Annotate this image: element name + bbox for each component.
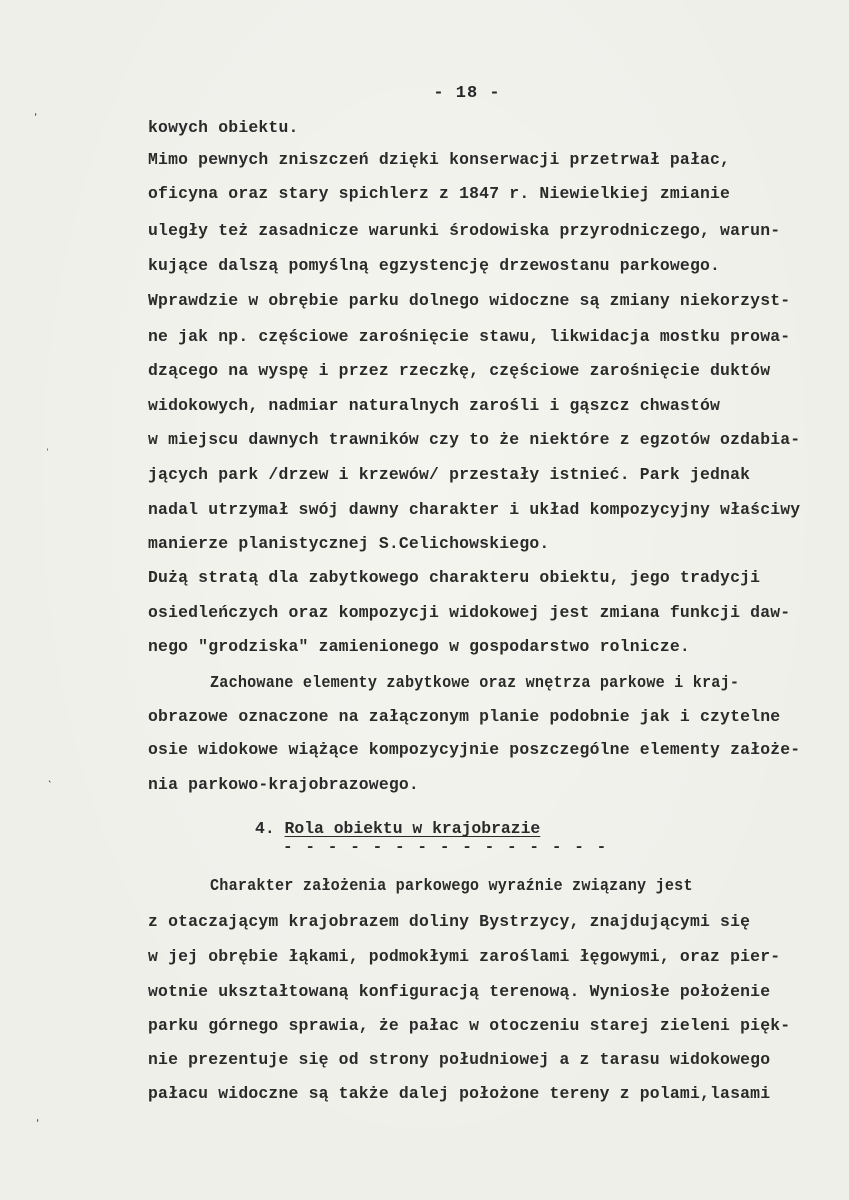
text-line: parku górnego sprawia, że pałac w otoczeniu starej zieleni pięk- <box>148 1016 791 1035</box>
text-line: osie widokowe wiążące kompozycyjnie poszczególne elementy założe- <box>148 740 801 759</box>
text-line: nia parkowo-krajobrazowego. <box>148 775 419 794</box>
text-line: ne jak np. częściowe zarośnięcie stawu, likwidacja mostku prowa- <box>148 327 791 346</box>
section-number: 4. <box>255 819 275 838</box>
margin-mark: ˌ <box>44 438 52 452</box>
text-line: wotnie ukształtowaną konfiguracją terenową. Wyniosłe położenie <box>148 982 771 1001</box>
text-line: osiedleńczych oraz kompozycji widokowej jest zmiana funkcji daw- <box>148 603 791 622</box>
text-line: nadal utrzymał swój dawny charakter i układ kompozycyjny właściwy <box>148 500 801 519</box>
heading-dash-underline: - - - - - - - - - - - - - - - <box>283 838 608 856</box>
text-line: kujące dalszą pomyślną egzystencję drzewostanu parkowego. <box>148 256 721 275</box>
text-line: w jej obrębie łąkami, podmokłymi zaroślami łęgowymi, oraz pier- <box>148 947 781 966</box>
text-line: manierze planistycznej S.Celichowskiego. <box>148 534 550 553</box>
text-line: oficyna oraz stary spichlerz z 1847 r. Niewielkiej zmianie <box>148 184 731 203</box>
text-line: nego "grodziska" zamienionego w gospodarstwo rolnicze. <box>148 637 690 656</box>
text-line: jących park /drzew i krzewów/ przestały istnieć. Park jednak <box>148 465 751 484</box>
text-line: Wprawdzie w obrębie parku dolnego widoczne są zmiany niekorzyst- <box>148 291 791 310</box>
text-line: Zachowane elementy zabytkowe oraz wnętrza parkowe i kraj- <box>210 673 740 692</box>
text-line: pałacu widoczne są także dalej położone tereny z polami,lasami <box>148 1084 771 1103</box>
text-line: obrazowe oznaczone na załączonym planie podobnie jak i czytelne <box>148 707 781 726</box>
section-title: Rola obiektu w krajobrazie <box>284 819 541 838</box>
text-line: nie prezentuje się od strony południowej a z tarasu widokowego <box>148 1050 771 1069</box>
text-line: kowych obiektu. <box>148 118 299 137</box>
text-line: w miejscu dawnych trawników czy to że niektóre z egzotów ozdabia- <box>148 430 801 449</box>
text-line: Charakter założenia parkowego wyraźnie związany jest <box>210 876 693 895</box>
text-line: uległy też zasadnicze warunki środowiska przyrodniczego, warun- <box>148 221 781 240</box>
margin-mark: ʼ <box>32 112 40 126</box>
margin-mark: ʼ <box>34 1118 42 1132</box>
text-line: dzącego na wyspę i przez rzeczkę, częściowe zarośnięcie duktów <box>148 361 771 380</box>
text-line: Mimo pewnych zniszczeń dzięki konserwacji przetrwał pałac, <box>148 150 731 169</box>
page-number: - 18 - <box>433 84 501 103</box>
margin-mark: ˎ <box>46 770 54 784</box>
text-line: z otaczającym krajobrazem doliny Bystrzycy, znajdującymi się <box>148 912 751 931</box>
text-line: widokowych, nadmiar naturalnych zarośli i gąszcz chwastów <box>148 396 721 415</box>
text-line: Dużą stratą dla zabytkowego charakteru obiektu, jego tradycji <box>148 568 761 587</box>
section-heading <box>255 819 540 838</box>
